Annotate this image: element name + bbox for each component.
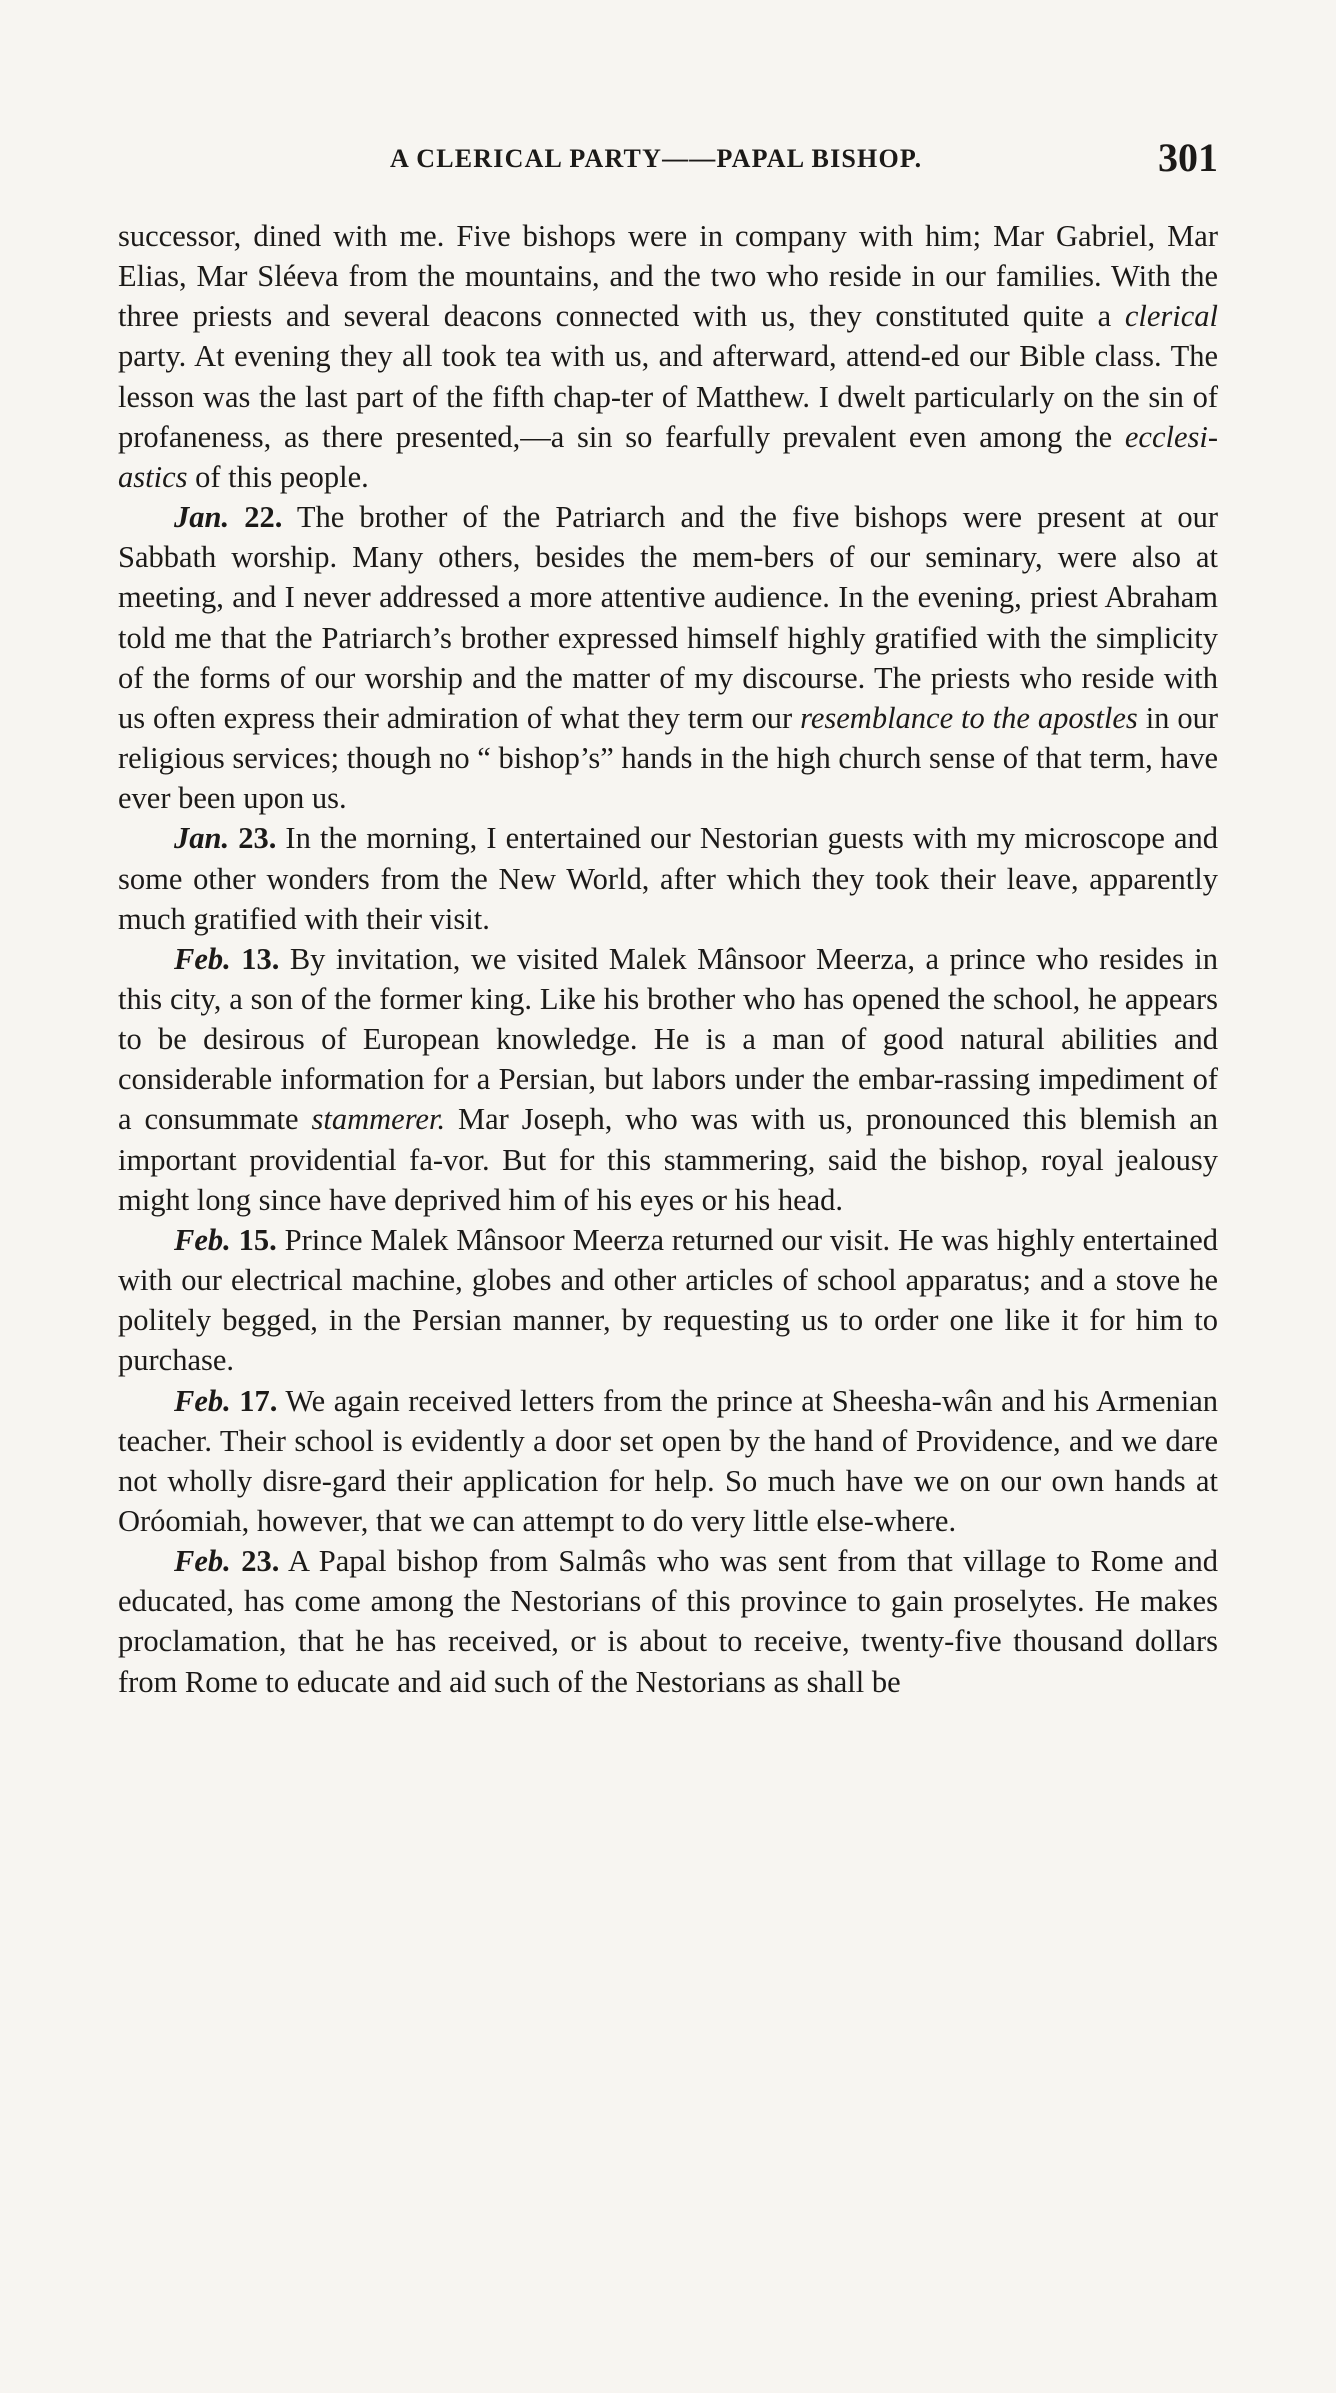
- entry-date: Feb. 23.: [174, 1544, 280, 1579]
- diary-entry-jan-23: Jan. 23. In the morning, I entertained our Nestorian guests with my microscope and some other wonders from the New World, after which they took their leave, apparently much gratified with their visit.: [118, 821, 1218, 936]
- entry-date: Feb. 15.: [174, 1222, 277, 1257]
- diary-entry-feb-17: Feb. 17. We again received letters from the prince at Sheesha-wân and his Armenian teacher. Their school is evidently a door set open by the hand of Providence, and we dare not wholly disre-gard their application for help. So much have we on our own hands at Oróomiah, however, that we can attempt to do very little else-where.: [118, 1383, 1218, 1538]
- diary-entry-feb-13: Feb. 13. By invitation, we visited Malek Mânsoor Meerza, a prince who resides in this city, a son of the former king. Like his brother who has opened the school, he appears to be desirous of European knowledge. He is a man of good natural abilities and considerable information for a Persian, but labors under the embar-rassing impediment of a consummate stammerer. Mar Joseph, who was with us, pronounced this blemish an important providential fa-vor. But for this stammering, said the bishop, royal jealousy might long since have deprived him of his eyes or his head.: [118, 941, 1219, 1217]
- diary-entry-feb-15: Feb. 15. Prince Malek Mânsoor Meerza returned our visit. He was highly entertained with our electrical machine, globes and other articles of school apparatus; and a stove he politely begged, in the Persian manner, by requesting us to order one like it for him to purchase.: [118, 1222, 1219, 1378]
- diary-entry-jan-22: Jan. 22. The brother of the Patriarch and the five bishops were present at our Sabbath worship. Many others, besides the mem-bers of our seminary, were also at meeting, and I never addressed a more attentive audience. In the evening, priest Abraham told me that the Patriarch’s brother expressed himself highly gratified with the simplicity of the forms of our worship and the matter of my discourse. The priests who reside with us often express their admiration of what they term our resemblance to the apostles in our religious services; though no “ bishop’s” hands in the high church sense of that term, have ever been upon us.: [118, 500, 1218, 816]
- entry-date: Feb. 17.: [174, 1383, 278, 1418]
- running-head: A CLERICAL PARTY——PAPAL BISHOP.: [390, 144, 923, 173]
- entry-date: Jan. 23.: [174, 821, 277, 856]
- diary-entry-feb-23: Feb. 23. A Papal bishop from Salmâs who was sent from that village to Rome and educated, has come among the Nestorians of this province to gain proselytes. He makes proclamation, that he has received, or is about to receive, twenty-five thousand dollars from Rome to educate and aid such of the Nestorians as shall be: [118, 1544, 1218, 1699]
- paragraph-continuation: successor, dined with me. Five bishops were in company with him; Mar Gabriel, Mar Elias, Mar Sléeva from the mountains, and the two who reside in our families. With the three priests and several deacons connected with us, they constituted quite a clerical party. At evening they all took tea with us, and afterward, attend-ed our Bible class. The lesson was the last part of the fifth chap-ter of Matthew. I dwelt particularly on the sin of profaneness, as there presented,—a sin so fearfully prevalent even among the ecclesi-astics of this people.: [118, 219, 1218, 494]
- entry-date: Feb. 13.: [174, 941, 280, 976]
- page-number: 301: [1158, 135, 1218, 180]
- body-text: [118, 216, 1218, 1702]
- page-header: [118, 134, 1218, 184]
- entry-date: Jan. 22.: [174, 500, 283, 535]
